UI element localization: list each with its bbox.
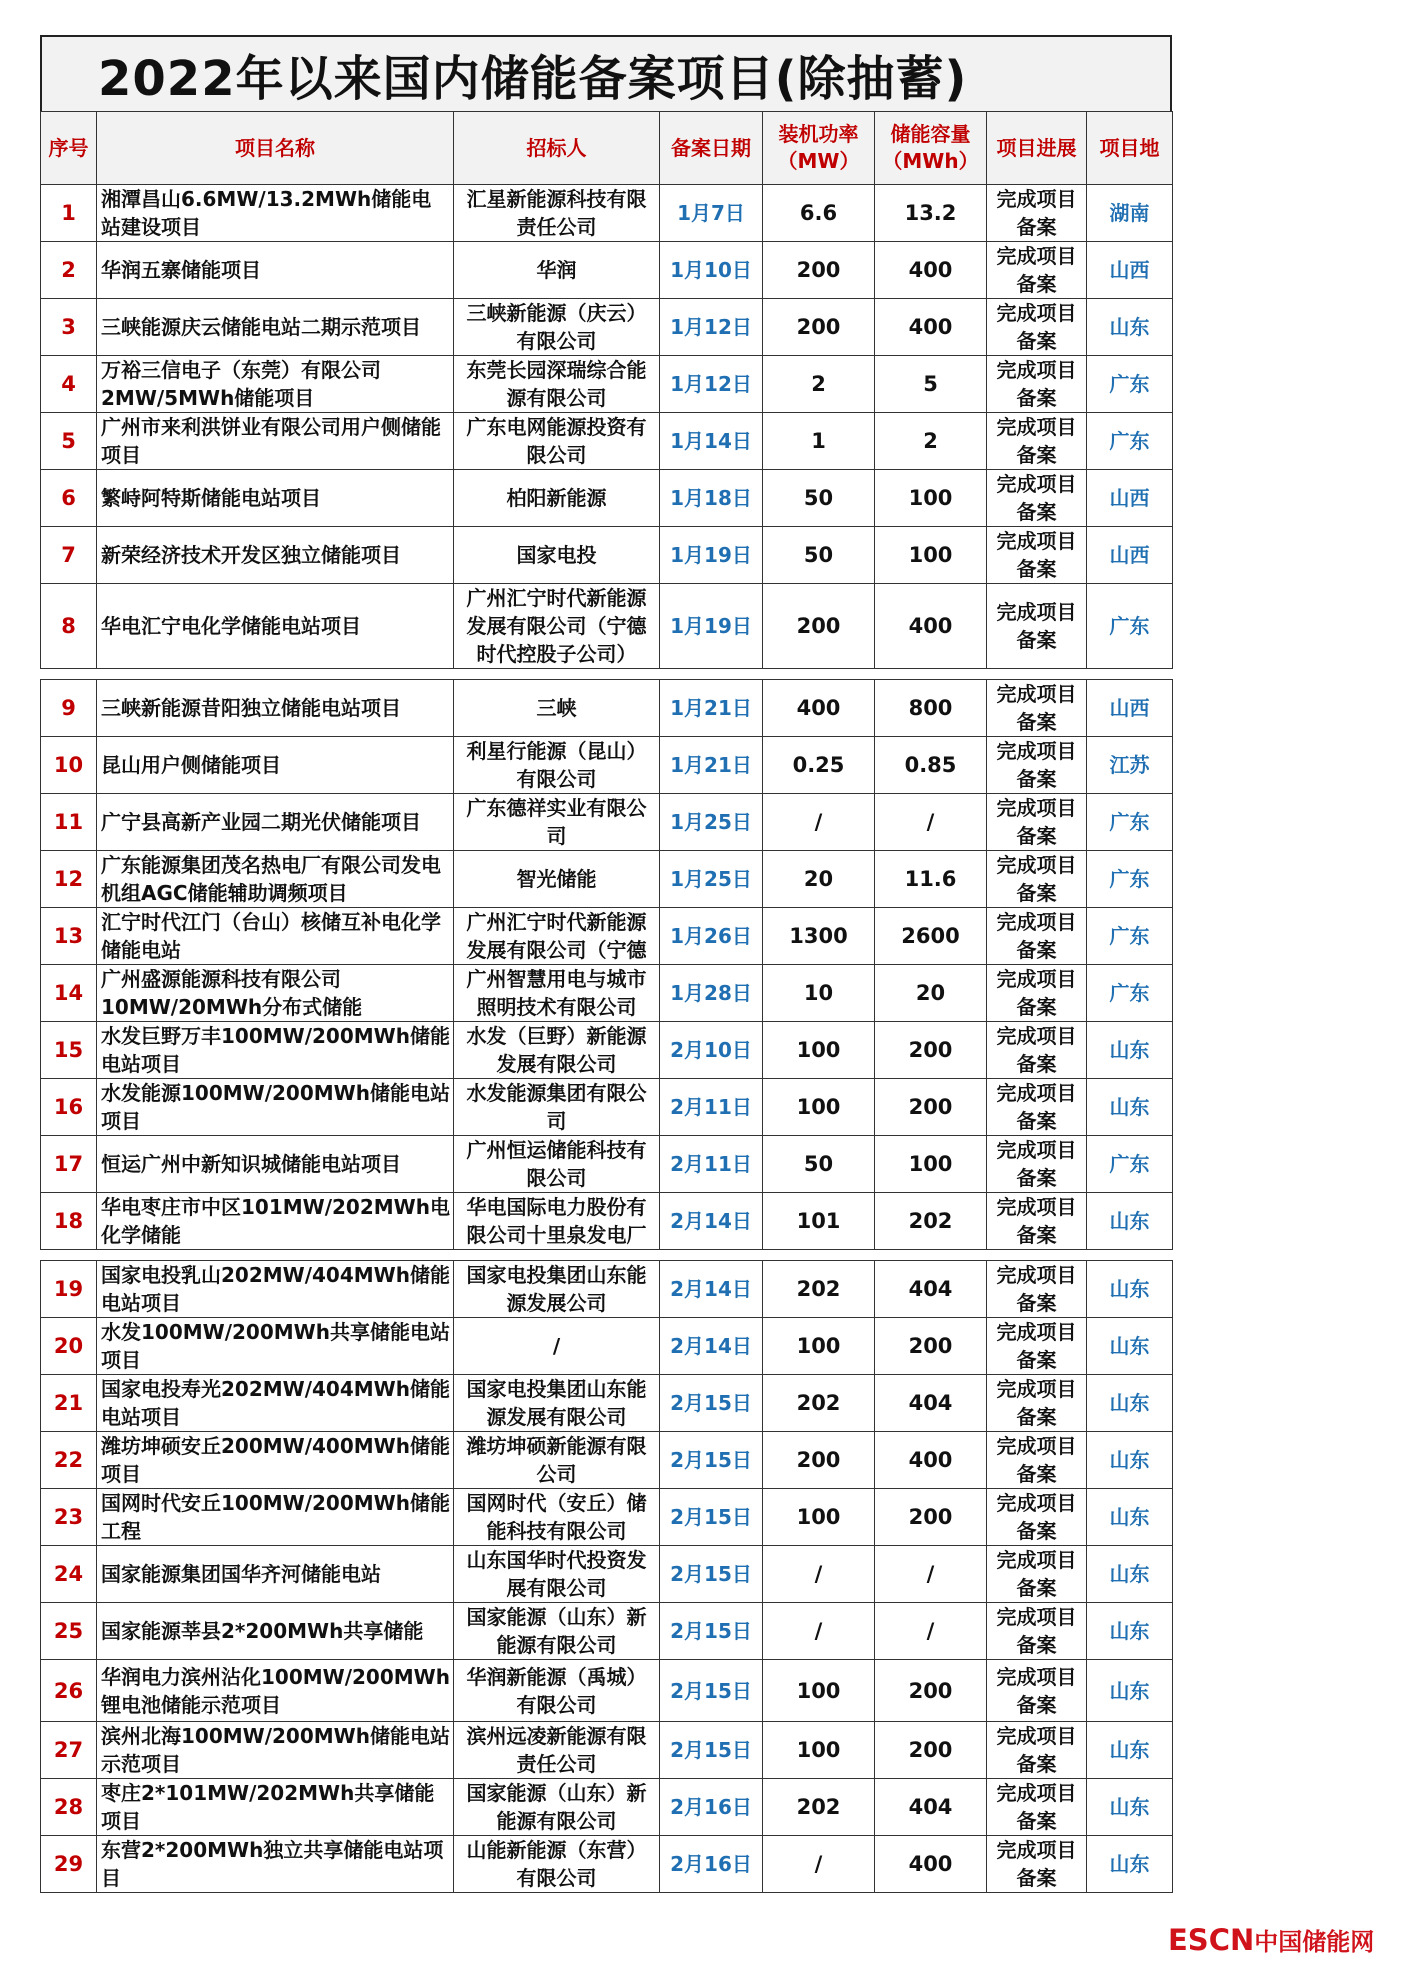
location-cell: 山东 <box>1087 1193 1173 1250</box>
row-no-cell: 20 <box>41 1318 97 1375</box>
installed-power-cell: 50 <box>763 470 875 527</box>
bidder-cell: 广州智慧用电与城市照明技术有限公司 <box>454 965 660 1022</box>
row-no-cell: 27 <box>41 1722 97 1779</box>
filing-date-cell: 1月25日 <box>660 794 763 851</box>
header-date: 备案日期 <box>660 112 763 185</box>
table-row <box>41 356 1173 413</box>
progress-cell: 完成项目备案 <box>987 1375 1087 1432</box>
project-name-cell: 水发巨野万丰100MW/200MWh储能电站项目 <box>97 1022 454 1079</box>
installed-power-cell: 6.6 <box>763 185 875 242</box>
progress-cell: 完成项目备案 <box>987 1546 1087 1603</box>
bidder-cell: 国家能源（山东）新能源有限公司 <box>454 1603 660 1660</box>
filing-date-cell: 1月12日 <box>660 299 763 356</box>
location-cell: 广东 <box>1087 908 1173 965</box>
installed-power-cell: 101 <box>763 1193 875 1250</box>
project-name-cell: 国家能源莘县2*200MWh共享储能 <box>97 1603 454 1660</box>
installed-power-cell: 100 <box>763 1489 875 1546</box>
installed-power-cell: 10 <box>763 965 875 1022</box>
project-name-cell: 汇宁时代江门（台山）核储互补电化学储能电站 <box>97 908 454 965</box>
installed-power-cell: / <box>763 1603 875 1660</box>
filing-date-cell: 2月14日 <box>660 1193 763 1250</box>
installed-power-cell: 200 <box>763 584 875 669</box>
bidder-cell: 广东德祥实业有限公司 <box>454 794 660 851</box>
row-no-cell: 16 <box>41 1079 97 1136</box>
installed-power-cell: 100 <box>763 1079 875 1136</box>
installed-power-cell: 200 <box>763 1432 875 1489</box>
progress-cell: 完成项目备案 <box>987 1261 1087 1318</box>
project-name-cell: 广州盛源能源科技有限公司10MW/20MWh分布式储能 <box>97 965 454 1022</box>
location-cell: 山东 <box>1087 1079 1173 1136</box>
table-row <box>41 737 1173 794</box>
project-name-cell: 国家电投寿光202MW/404MWh储能电站项目 <box>97 1375 454 1432</box>
location-cell: 湖南 <box>1087 185 1173 242</box>
table-row <box>41 1836 1173 1893</box>
location-cell: 广东 <box>1087 584 1173 669</box>
project-name-cell: 枣庄2*101MW/202MWh共享储能项目 <box>97 1779 454 1836</box>
filing-date-cell: 1月19日 <box>660 527 763 584</box>
header-row <box>41 112 1173 185</box>
installed-power-cell: 200 <box>763 299 875 356</box>
installed-power-cell: 100 <box>763 1722 875 1779</box>
location-cell: 山西 <box>1087 680 1173 737</box>
location-cell: 山东 <box>1087 1660 1173 1722</box>
progress-cell: 完成项目备案 <box>987 908 1087 965</box>
project-name-cell: 国家能源集团国华齐河储能电站 <box>97 1546 454 1603</box>
location-cell: 山东 <box>1087 1022 1173 1079</box>
filing-date-cell: 2月16日 <box>660 1779 763 1836</box>
location-cell: 山东 <box>1087 1546 1173 1603</box>
bidder-cell: 汇星新能源科技有限责任公司 <box>454 185 660 242</box>
row-no-cell: 21 <box>41 1375 97 1432</box>
projects-table <box>40 111 1173 1893</box>
progress-cell: 完成项目备案 <box>987 413 1087 470</box>
location-cell: 山东 <box>1087 1779 1173 1836</box>
storage-capacity-cell: 200 <box>875 1079 987 1136</box>
progress-cell: 完成项目备案 <box>987 1660 1087 1722</box>
table-row <box>41 1546 1173 1603</box>
row-no-cell: 22 <box>41 1432 97 1489</box>
bidder-cell: 华电国际电力股份有限公司十里泉发电厂 <box>454 1193 660 1250</box>
row-no-cell: 13 <box>41 908 97 965</box>
row-no-cell: 28 <box>41 1779 97 1836</box>
storage-capacity-cell: 100 <box>875 470 987 527</box>
location-cell: 广东 <box>1087 356 1173 413</box>
row-no-cell: 3 <box>41 299 97 356</box>
progress-cell: 完成项目备案 <box>987 1136 1087 1193</box>
bidder-cell: 广州汇宁时代新能源发展有限公司（宁德 <box>454 908 660 965</box>
project-name-cell: 水发100MW/200MWh共享储能电站项目 <box>97 1318 454 1375</box>
row-no-cell: 1 <box>41 185 97 242</box>
filing-date-cell: 2月15日 <box>660 1432 763 1489</box>
table-row <box>41 1318 1173 1375</box>
bidder-cell: 山东国华时代投资发展有限公司 <box>454 1546 660 1603</box>
bidder-cell: 国家电投集团山东能源发展公司 <box>454 1261 660 1318</box>
table-row <box>41 527 1173 584</box>
filing-date-cell: 1月19日 <box>660 584 763 669</box>
project-name-cell: 三峡能源庆云储能电站二期示范项目 <box>97 299 454 356</box>
location-cell: 山东 <box>1087 299 1173 356</box>
location-cell: 山东 <box>1087 1432 1173 1489</box>
location-cell: 广东 <box>1087 794 1173 851</box>
bidder-cell: 国家电投集团山东能源发展有限公司 <box>454 1375 660 1432</box>
storage-capacity-cell: 20 <box>875 965 987 1022</box>
table-row <box>41 1432 1173 1489</box>
installed-power-cell: 202 <box>763 1779 875 1836</box>
location-cell: 山东 <box>1087 1375 1173 1432</box>
installed-power-cell: 200 <box>763 242 875 299</box>
table-row <box>41 680 1173 737</box>
table-row <box>41 584 1173 669</box>
row-no-cell: 29 <box>41 1836 97 1893</box>
table-row <box>41 1022 1173 1079</box>
project-name-cell: 潍坊坤硕安丘200MW/400MWh储能项目 <box>97 1432 454 1489</box>
table-row <box>41 1779 1173 1836</box>
location-cell: 山西 <box>1087 242 1173 299</box>
filing-date-cell: 1月18日 <box>660 470 763 527</box>
bidder-cell: 水发能源集团有限公司 <box>454 1079 660 1136</box>
bidder-cell: 广州恒运储能科技有限公司 <box>454 1136 660 1193</box>
row-no-cell: 14 <box>41 965 97 1022</box>
row-no-cell: 5 <box>41 413 97 470</box>
bidder-cell: 水发（巨野）新能源发展有限公司 <box>454 1022 660 1079</box>
installed-power-cell: 202 <box>763 1261 875 1318</box>
row-no-cell: 4 <box>41 356 97 413</box>
table-row <box>41 1079 1173 1136</box>
project-name-cell: 新荣经济技术开发区独立储能项目 <box>97 527 454 584</box>
table-row <box>41 413 1173 470</box>
table-row <box>41 1722 1173 1779</box>
filing-date-cell: 1月28日 <box>660 965 763 1022</box>
filing-date-cell: 2月14日 <box>660 1318 763 1375</box>
storage-capacity-cell: / <box>875 794 987 851</box>
installed-power-cell: 1300 <box>763 908 875 965</box>
watermark-latin: ESCN <box>1168 1923 1255 1957</box>
storage-capacity-cell: 404 <box>875 1261 987 1318</box>
project-name-cell: 国网时代安丘100MW/200MWh储能工程 <box>97 1489 454 1546</box>
header-power: 装机功率（MW） <box>763 112 875 185</box>
table-row <box>41 1660 1173 1722</box>
progress-cell: 完成项目备案 <box>987 1722 1087 1779</box>
storage-capacity-cell: 5 <box>875 356 987 413</box>
location-cell: 山东 <box>1087 1722 1173 1779</box>
table-row <box>41 1603 1173 1660</box>
section-gap-cell <box>41 1250 1173 1261</box>
project-name-cell: 华电汇宁电化学储能电站项目 <box>97 584 454 669</box>
table-row <box>41 1136 1173 1193</box>
bidder-cell: 东莞长园深瑞综合能源有限公司 <box>454 356 660 413</box>
filing-date-cell: 2月11日 <box>660 1136 763 1193</box>
installed-power-cell: 202 <box>763 1375 875 1432</box>
storage-capacity-cell: 200 <box>875 1318 987 1375</box>
project-name-cell: 三峡新能源昔阳独立储能电站项目 <box>97 680 454 737</box>
row-no-cell: 8 <box>41 584 97 669</box>
project-sheet <box>40 35 1172 1893</box>
section-gap <box>41 1250 1173 1261</box>
row-no-cell: 26 <box>41 1660 97 1722</box>
location-cell: 广东 <box>1087 965 1173 1022</box>
row-no-cell: 7 <box>41 527 97 584</box>
progress-cell: 完成项目备案 <box>987 737 1087 794</box>
row-no-cell: 18 <box>41 1193 97 1250</box>
header-name: 项目名称 <box>97 112 454 185</box>
bidder-cell: 广东电网能源投资有限公司 <box>454 413 660 470</box>
bidder-cell: 华润新能源（禹城）有限公司 <box>454 1660 660 1722</box>
header-bidder: 招标人 <box>454 112 660 185</box>
progress-cell: 完成项目备案 <box>987 1836 1087 1893</box>
filing-date-cell: 2月14日 <box>660 1261 763 1318</box>
installed-power-cell: / <box>763 794 875 851</box>
installed-power-cell: / <box>763 1836 875 1893</box>
table-row <box>41 794 1173 851</box>
storage-capacity-cell: 0.85 <box>875 737 987 794</box>
row-no-cell: 25 <box>41 1603 97 1660</box>
storage-capacity-cell: 400 <box>875 584 987 669</box>
filing-date-cell: 2月10日 <box>660 1022 763 1079</box>
row-no-cell: 19 <box>41 1261 97 1318</box>
table-row <box>41 908 1173 965</box>
project-name-cell: 万裕三信电子（东莞）有限公司2MW/5MWh储能项目 <box>97 356 454 413</box>
filing-date-cell: 2月15日 <box>660 1603 763 1660</box>
project-name-cell: 滨州北海100MW/200MWh储能电站示范项目 <box>97 1722 454 1779</box>
location-cell: 广东 <box>1087 851 1173 908</box>
installed-power-cell: 50 <box>763 1136 875 1193</box>
row-no-cell: 23 <box>41 1489 97 1546</box>
storage-capacity-cell: 100 <box>875 527 987 584</box>
filing-date-cell: 2月15日 <box>660 1375 763 1432</box>
row-no-cell: 12 <box>41 851 97 908</box>
installed-power-cell: 20 <box>763 851 875 908</box>
project-name-cell: 水发能源100MW/200MWh储能电站项目 <box>97 1079 454 1136</box>
project-name-cell: 恒运广州中新知识城储能电站项目 <box>97 1136 454 1193</box>
row-no-cell: 17 <box>41 1136 97 1193</box>
filing-date-cell: 1月26日 <box>660 908 763 965</box>
table-row <box>41 299 1173 356</box>
storage-capacity-cell: 404 <box>875 1375 987 1432</box>
progress-cell: 完成项目备案 <box>987 1079 1087 1136</box>
project-name-cell: 繁峙阿特斯储能电站项目 <box>97 470 454 527</box>
filing-date-cell: 2月16日 <box>660 1836 763 1893</box>
project-name-cell: 华润电力滨州沾化100MW/200MWh锂电池储能示范项目 <box>97 1660 454 1722</box>
row-no-cell: 15 <box>41 1022 97 1079</box>
bidder-cell: 潍坊坤硕新能源有限公司 <box>454 1432 660 1489</box>
storage-capacity-cell: 200 <box>875 1022 987 1079</box>
project-name-cell: 广东能源集团茂名热电厂有限公司发电机组AGC储能辅助调频项目 <box>97 851 454 908</box>
table-row <box>41 1193 1173 1250</box>
filing-date-cell: 1月12日 <box>660 356 763 413</box>
storage-capacity-cell: 400 <box>875 1836 987 1893</box>
storage-capacity-cell: 400 <box>875 1432 987 1489</box>
section-gap-cell <box>41 669 1173 680</box>
installed-power-cell: 100 <box>763 1022 875 1079</box>
filing-date-cell: 2月15日 <box>660 1489 763 1546</box>
table-row <box>41 242 1173 299</box>
row-no-cell: 11 <box>41 794 97 851</box>
filing-date-cell: 2月15日 <box>660 1660 763 1722</box>
progress-cell: 完成项目备案 <box>987 1779 1087 1836</box>
storage-capacity-cell: 400 <box>875 299 987 356</box>
progress-cell: 完成项目备案 <box>987 1193 1087 1250</box>
filing-date-cell: 1月21日 <box>660 680 763 737</box>
table-row <box>41 1489 1173 1546</box>
storage-capacity-cell: 2 <box>875 413 987 470</box>
progress-cell: 完成项目备案 <box>987 584 1087 669</box>
progress-cell: 完成项目备案 <box>987 527 1087 584</box>
filing-date-cell: 1月14日 <box>660 413 763 470</box>
progress-cell: 完成项目备案 <box>987 185 1087 242</box>
progress-cell: 完成项目备案 <box>987 470 1087 527</box>
location-cell: 山西 <box>1087 527 1173 584</box>
table-body <box>41 185 1173 1893</box>
storage-capacity-cell: 404 <box>875 1779 987 1836</box>
progress-cell: 完成项目备案 <box>987 851 1087 908</box>
row-no-cell: 9 <box>41 680 97 737</box>
location-cell: 山东 <box>1087 1836 1173 1893</box>
bidder-cell: 国家电投 <box>454 527 660 584</box>
filing-date-cell: 1月25日 <box>660 851 763 908</box>
filing-date-cell: 1月10日 <box>660 242 763 299</box>
progress-cell: 完成项目备案 <box>987 356 1087 413</box>
page-title: 2022年以来国内储能备案项目(除抽蓄) <box>40 35 1172 111</box>
project-name-cell: 华润五寨储能项目 <box>97 242 454 299</box>
installed-power-cell: 2 <box>763 356 875 413</box>
project-name-cell: 国家电投乳山202MW/404MWh储能电站项目 <box>97 1261 454 1318</box>
progress-cell: 完成项目备案 <box>987 1432 1087 1489</box>
bidder-cell: 国家能源（山东）新能源有限公司 <box>454 1779 660 1836</box>
progress-cell: 完成项目备案 <box>987 794 1087 851</box>
table-row <box>41 1261 1173 1318</box>
filing-date-cell: 1月21日 <box>660 737 763 794</box>
table-row <box>41 1375 1173 1432</box>
watermark-cn: 中国储能网 <box>1254 1928 1375 1956</box>
location-cell: 山东 <box>1087 1603 1173 1660</box>
progress-cell: 完成项目备案 <box>987 1022 1087 1079</box>
row-no-cell: 24 <box>41 1546 97 1603</box>
filing-date-cell: 1月7日 <box>660 185 763 242</box>
location-cell: 山西 <box>1087 470 1173 527</box>
storage-capacity-cell: 100 <box>875 1136 987 1193</box>
progress-cell: 完成项目备案 <box>987 965 1087 1022</box>
installed-power-cell: 50 <box>763 527 875 584</box>
table-row <box>41 470 1173 527</box>
storage-capacity-cell: 800 <box>875 680 987 737</box>
project-name-cell: 华电枣庄市中区101MW/202MWh电化学储能 <box>97 1193 454 1250</box>
bidder-cell: 滨州远凌新能源有限责任公司 <box>454 1722 660 1779</box>
project-name-cell: 广宁县高新产业园二期光伏储能项目 <box>97 794 454 851</box>
location-cell: 山东 <box>1087 1261 1173 1318</box>
project-name-cell: 东营2*200MWh独立共享储能电站项目 <box>97 1836 454 1893</box>
progress-cell: 完成项目备案 <box>987 1603 1087 1660</box>
storage-capacity-cell: 200 <box>875 1660 987 1722</box>
storage-capacity-cell: 13.2 <box>875 185 987 242</box>
location-cell: 山东 <box>1087 1318 1173 1375</box>
location-cell: 山东 <box>1087 1489 1173 1546</box>
progress-cell: 完成项目备案 <box>987 242 1087 299</box>
progress-cell: 完成项目备案 <box>987 680 1087 737</box>
row-no-cell: 2 <box>41 242 97 299</box>
installed-power-cell: 400 <box>763 680 875 737</box>
escn-watermark <box>1168 1922 1374 1957</box>
header-no: 序号 <box>41 112 97 185</box>
location-cell: 广东 <box>1087 1136 1173 1193</box>
filing-date-cell: 2月11日 <box>660 1079 763 1136</box>
storage-capacity-cell: 200 <box>875 1489 987 1546</box>
row-no-cell: 6 <box>41 470 97 527</box>
installed-power-cell: / <box>763 1546 875 1603</box>
storage-capacity-cell: 202 <box>875 1193 987 1250</box>
bidder-cell: / <box>454 1318 660 1375</box>
storage-capacity-cell: / <box>875 1546 987 1603</box>
row-no-cell: 10 <box>41 737 97 794</box>
storage-capacity-cell: 200 <box>875 1722 987 1779</box>
table-row <box>41 965 1173 1022</box>
section-gap <box>41 669 1173 680</box>
header-location: 项目地 <box>1087 112 1173 185</box>
location-cell: 广东 <box>1087 413 1173 470</box>
bidder-cell: 三峡新能源（庆云）有限公司 <box>454 299 660 356</box>
progress-cell: 完成项目备案 <box>987 1318 1087 1375</box>
bidder-cell: 智光储能 <box>454 851 660 908</box>
filing-date-cell: 2月15日 <box>660 1546 763 1603</box>
bidder-cell: 山能新能源（东营）有限公司 <box>454 1836 660 1893</box>
filing-date-cell: 2月15日 <box>660 1722 763 1779</box>
bidder-cell: 国网时代（安丘）储能科技有限公司 <box>454 1489 660 1546</box>
project-name-cell: 广州市来利洪饼业有限公司用户侧储能项目 <box>97 413 454 470</box>
location-cell: 江苏 <box>1087 737 1173 794</box>
progress-cell: 完成项目备案 <box>987 1489 1087 1546</box>
header-capacity: 储能容量（MWh） <box>875 112 987 185</box>
installed-power-cell: 1 <box>763 413 875 470</box>
project-name-cell: 湘潭昌山6.6MW/13.2MWh储能电站建设项目 <box>97 185 454 242</box>
storage-capacity-cell: 11.6 <box>875 851 987 908</box>
table-row <box>41 851 1173 908</box>
bidder-cell: 华润 <box>454 242 660 299</box>
storage-capacity-cell: 400 <box>875 242 987 299</box>
header-progress: 项目进展 <box>987 112 1087 185</box>
project-name-cell: 昆山用户侧储能项目 <box>97 737 454 794</box>
installed-power-cell: 100 <box>763 1660 875 1722</box>
table-row <box>41 185 1173 242</box>
installed-power-cell: 100 <box>763 1318 875 1375</box>
bidder-cell: 广州汇宁时代新能源发展有限公司（宁德时代控股子公司） <box>454 584 660 669</box>
progress-cell: 完成项目备案 <box>987 299 1087 356</box>
storage-capacity-cell: / <box>875 1603 987 1660</box>
storage-capacity-cell: 2600 <box>875 908 987 965</box>
bidder-cell: 柏阳新能源 <box>454 470 660 527</box>
installed-power-cell: 0.25 <box>763 737 875 794</box>
bidder-cell: 三峡 <box>454 680 660 737</box>
bidder-cell: 利星行能源（昆山）有限公司 <box>454 737 660 794</box>
